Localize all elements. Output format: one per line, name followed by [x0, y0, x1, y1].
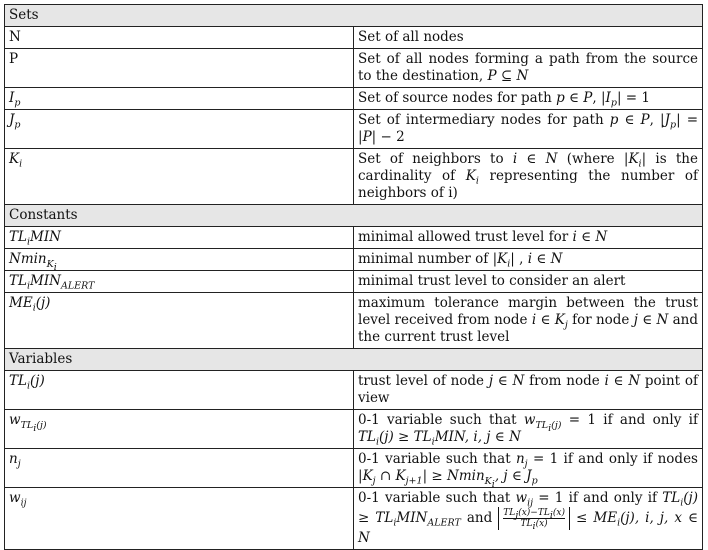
symbol-cell: $ME_i(j)$	[5, 293, 354, 349]
description-cell: 0-1 variable such that $w_{ij} = 1$ if and only if $TL_i(j) \ge TL_iMIN_{ALERT}$ and $\frac{TL_j(x)-TL_i(x)}{TL_i(x)}$ ≤ $ME_i(j)$, i, j, x ∈ N	[354, 488, 703, 550]
description-cell: minimal allowed trust level for i ∈ N	[354, 227, 703, 249]
section-title: Constants	[5, 205, 703, 227]
description-cell: 0-1 variable such that $n_j = 1$ if and only if nodes $|K_j$ ∩ $K_{j+1}| \ge Nmin_{K_i}$, j ∈ $J_p$	[354, 449, 703, 488]
description-cell: 0-1 variable such that $w_{TL_i(j)} = 1$ if and only if $TL_i(j) \ge TL_iMIN$, i, j ∈ N	[354, 410, 703, 449]
section-header-constants	[5, 205, 703, 227]
symbol-cell: $J_p$	[5, 110, 354, 149]
symbol-cell: $w_{ij}$	[5, 488, 354, 550]
description-cell: minimal trust level to consider an alert	[354, 271, 703, 293]
description-cell: minimal number of $|K_i|$ , i ∈ N	[354, 249, 703, 271]
description-cell: Set of source nodes for path p ∈ P, $|I_p| = 1$	[354, 88, 703, 110]
table-row	[5, 49, 703, 88]
symbol-cell: N	[5, 27, 354, 49]
symbol-cell: $K_i$	[5, 149, 354, 205]
symbol-cell: $TL_iMIN_{ALERT}$	[5, 271, 354, 293]
table-row	[5, 110, 703, 149]
table-row	[5, 249, 703, 271]
table-row	[5, 149, 703, 205]
description-cell: Set of intermediary nodes for path p ∈ P, $|J_p| = |P| - 2$	[354, 110, 703, 149]
table-row	[5, 227, 703, 249]
section-header-variables	[5, 349, 703, 371]
symbol-cell: $I_p$	[5, 88, 354, 110]
description-cell: trust level of node j ∈ N from node i ∈ N point of view	[354, 371, 703, 410]
table-row	[5, 449, 703, 488]
notation-table	[4, 4, 703, 550]
fraction-expression: $\frac{TL_j(x)-TL_i(x)}{TL_i(x)}$	[498, 507, 570, 530]
table-row	[5, 371, 703, 410]
table-row	[5, 293, 703, 349]
table-row	[5, 88, 703, 110]
section-title: Variables	[5, 349, 703, 371]
description-cell: Set of neighbors to i ∈ N (where $|K_i|$ is the cardinality of $K_i$ representing the number of neighbors of i)	[354, 149, 703, 205]
section-title: Sets	[5, 5, 703, 27]
description-cell: Set of all nodes	[354, 27, 703, 49]
description-cell: maximum tolerance margin between the trust level received from node i ∈ $K_j$ for node j ∈ N and the current trust level	[354, 293, 703, 349]
table-row	[5, 27, 703, 49]
table-row	[5, 488, 703, 550]
table-row	[5, 410, 703, 449]
symbol-cell: $n_j$	[5, 449, 354, 488]
description-cell: Set of all nodes forming a path from the source to the destination, P ⊆ N	[354, 49, 703, 88]
table-row	[5, 271, 703, 293]
symbol-cell: $w_{TL_i(j)}$	[5, 410, 354, 449]
symbol-cell: $TL_i(j)$	[5, 371, 354, 410]
symbol-cell: $TL_iMIN$	[5, 227, 354, 249]
symbol-cell: Nmin$_{K_i}$	[5, 249, 354, 271]
symbol-cell: P	[5, 49, 354, 88]
section-header-sets	[5, 5, 703, 27]
